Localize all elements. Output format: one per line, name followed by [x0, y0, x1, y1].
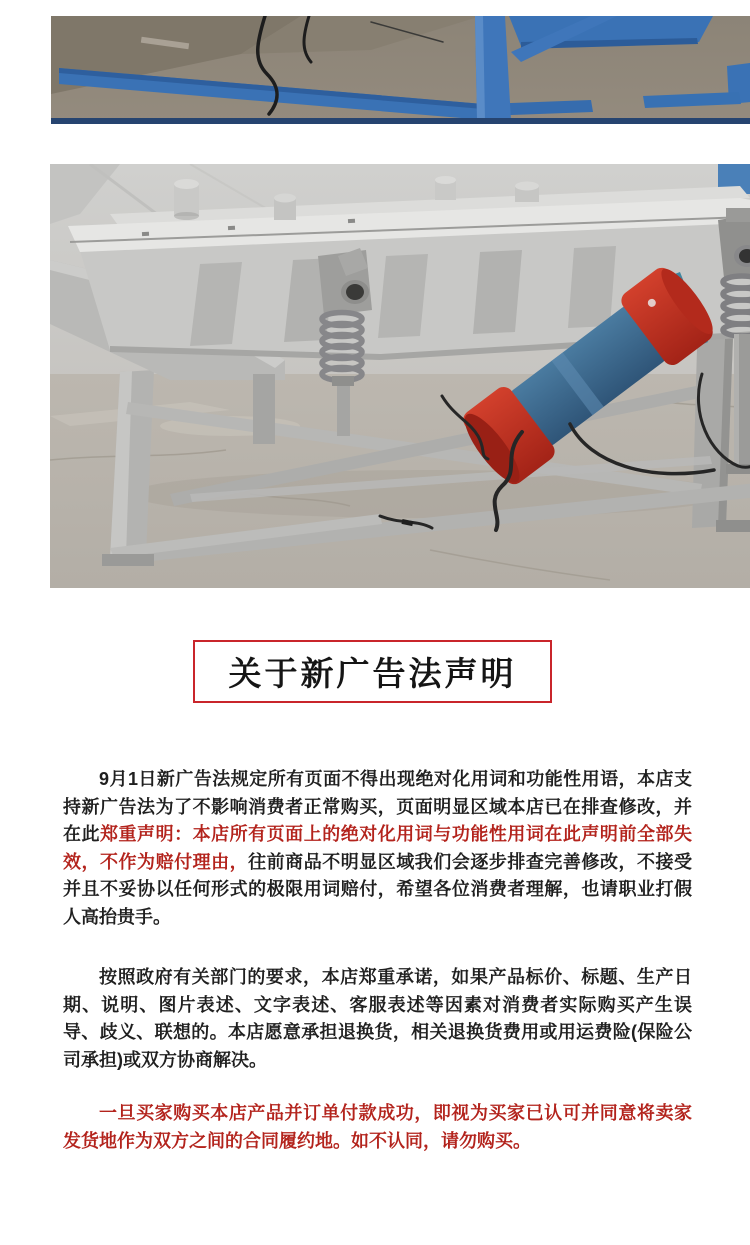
- vibrating-screen-photo-illustration: [50, 164, 750, 588]
- statement-title: 关于新广告法声明: [228, 655, 517, 692]
- photo-bottom-border: [51, 118, 750, 124]
- blue-frame-photo-illustration: [51, 16, 750, 124]
- paragraph-1-red-emphasis: 郑重声明：本店所有页面上的绝对化用词与功能性用词在此声明前全部失效，不作为赔付理由，: [63, 824, 692, 872]
- statement-text-block: [63, 766, 692, 1188]
- product-photo-blue-frame: [51, 16, 750, 124]
- statement-paragraph-1: [63, 766, 692, 931]
- statement-title-box: [193, 640, 552, 703]
- product-photo-vibrating-screen: [50, 164, 750, 588]
- statement-paragraph-3-red: 一旦买家购买本店产品并订单付款成功，即视为买家已认可并同意将卖家发货地作为双方之间的合同履约地。如不认同，请勿购买。: [63, 1103, 692, 1151]
- paragraph-1-black-lead: 9月1日新广告法规定所有页面不得出现绝对化用词和功能性用语，本店支持新广告法为了不影响消费者正常购买，页面明显区域本店已在排查修改，并在此: [63, 769, 692, 844]
- paragraph-1-black-tail: 往前商品不明显区域我们会逐步排查完善修改，不接受并且不妥协以任何形式的极限用词赔付，希望各位消费者理解，也请职业打假人高抬贵手。: [63, 851, 693, 927]
- statement-paragraph-2: 按照政府有关部门的要求，本店郑重承诺，如果产品标价、标题、生产日期、说明、图片表述、文字表述、客服表述等因素对消费者实际购买产生误导、歧义、联想的。本店愿意承担退换货，相关退换货费用或用运费险(保险公司承担)或双方协商解决。: [63, 967, 692, 1070]
